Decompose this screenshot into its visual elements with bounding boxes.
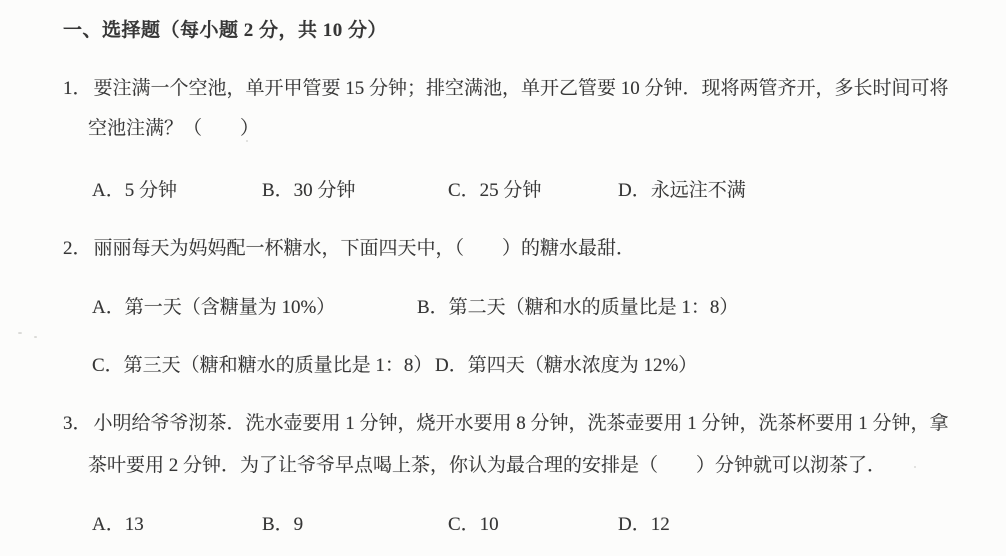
question-3-option-d: D．12 [618,514,670,535]
question-1-option-d: D．永远注不满 [618,180,746,201]
question-3-text: 小明给爷爷沏茶．洗水壶要用 1 分钟，烧开水要用 8 分钟，洗茶壶要用 1 分钟，洗茶杯要用 1 分钟，拿 [93,413,949,434]
question-2-option-a: A．第一天（含糖量为 10%） [92,297,336,318]
question-3-option-a: A．13 [92,514,144,535]
question-3-line-2: 茶叶要用 2 分钟．为了让爷爷早点喝上茶，你认为最合理的安排是（ ）分钟就可以沏茶了． [88,455,887,476]
scan-artifact [246,140,248,142]
question-1-text: 要注满一个空池，单开甲管要 15 分钟；排空满池，单开乙管要 10 分钟．现将两管齐开，多长时间可将 [93,78,949,99]
question-2-option-d: D．第四天（糖水浓度为 12%） [435,355,698,376]
scan-artifact [914,466,916,468]
question-2-option-b: B．第二天（糖和水的质量比是 1：8） [417,297,739,318]
question-1-option-c: C．25 分钟 [448,180,542,201]
question-2-line-1 [63,237,635,261]
question-2-text: 丽丽每天为妈妈配一杯糖水，下面四天中，（ ）的糖水最甜． [93,238,636,259]
scan-artifact [34,336,37,338]
question-1-number: 1． [63,78,92,99]
question-1-line-2: 空池注满？（ ） [88,118,260,139]
question-3-number: 3． [63,413,92,434]
question-3-option-b: B．9 [262,514,304,535]
question-1-option-b: B．30 分钟 [262,180,356,201]
question-3-option-c: C．10 [448,514,499,535]
question-1-line-1 [63,77,949,101]
question-2-option-c: C．第三天（糖和糖水的质量比是 1：8） [92,355,433,376]
scan-artifact [18,332,22,334]
section-heading: 一、选择题（每小题 2 分，共 10 分） [63,20,388,41]
question-1-option-a: A．5 分钟 [92,180,177,201]
question-2-number: 2． [63,238,92,259]
question-3-line-1 [63,412,949,436]
